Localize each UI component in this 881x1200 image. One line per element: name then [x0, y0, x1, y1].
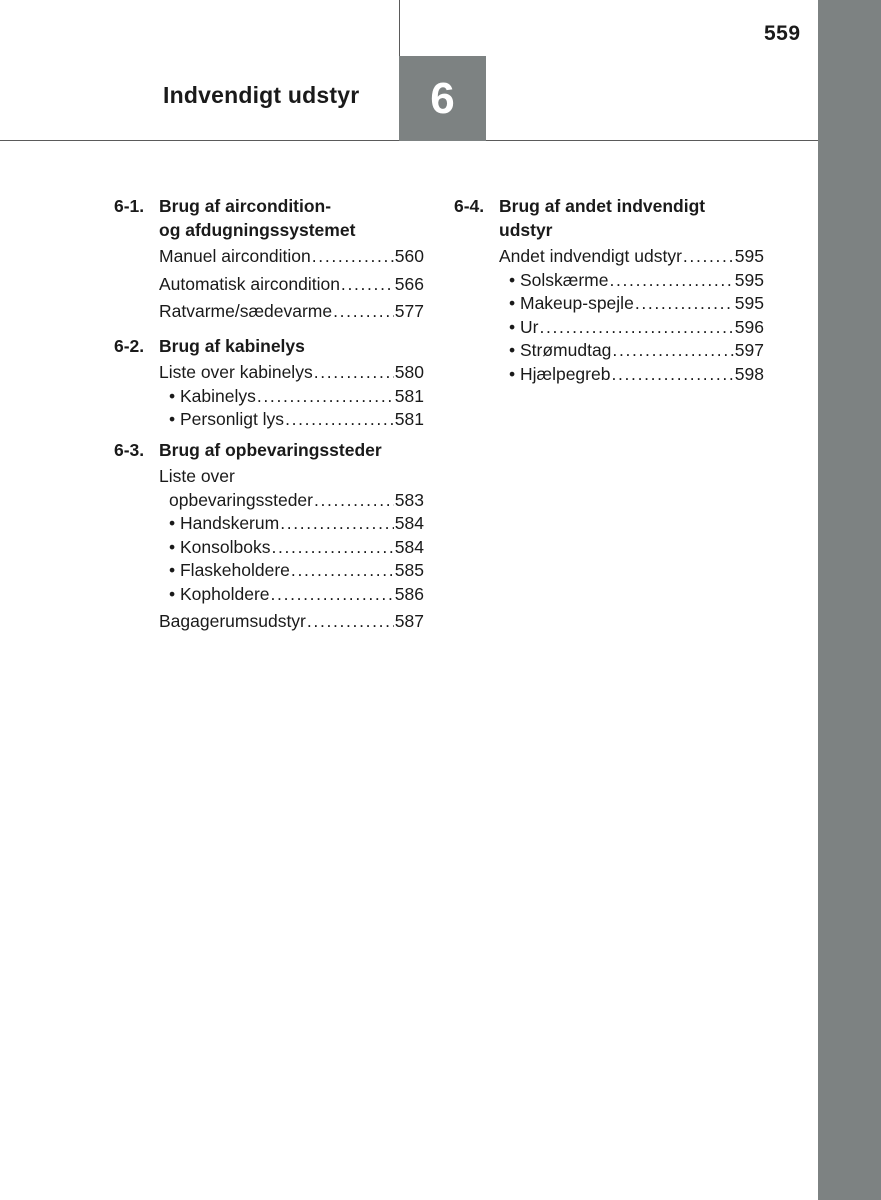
toc-column-right — [454, 195, 764, 386]
toc-entry-page: 587 — [394, 611, 424, 631]
toc-entry-label: Andet indvendigt udstyr — [499, 246, 682, 266]
toc-entry-label: • Handskerum — [169, 513, 280, 533]
toc-entry-page: 597 — [734, 340, 764, 360]
toc-entry-label: • Solskærme — [509, 269, 609, 290]
toc-entry-page: 595 — [734, 269, 764, 290]
leader-dots — [341, 273, 394, 297]
toc-entry[interactable] — [114, 300, 424, 324]
toc-entry-label: Ratvarme/sædevarme — [159, 301, 333, 321]
chapter-number: 6 — [430, 73, 455, 123]
toc-entry-label: • Ur — [509, 316, 539, 337]
chapter-number-badge — [399, 56, 486, 141]
toc-entry-page: 596 — [734, 316, 764, 337]
toc-entry-label: Bagagerumsudstyr — [159, 611, 306, 631]
toc-entry-page: 586 — [394, 583, 424, 604]
toc-entry-label-line1[interactable]: Liste over — [159, 466, 235, 486]
toc-entry-label: • Kopholdere — [169, 583, 270, 604]
toc-entry-page: 560 — [394, 246, 424, 266]
toc-subentry[interactable] — [114, 385, 424, 409]
leader-dots — [611, 363, 733, 387]
toc-entry-label: Automatisk aircondition — [159, 273, 340, 294]
toc-entry-label: • Makeup-spejle — [509, 293, 634, 313]
toc-subentry[interactable] — [454, 363, 764, 387]
leader-dots — [314, 361, 394, 385]
leader-dots — [257, 385, 394, 409]
toc-entry-page: 585 — [394, 560, 424, 580]
toc-entry-page: 583 — [394, 489, 424, 510]
section-heading[interactable] — [114, 195, 424, 242]
leader-dots — [271, 583, 394, 607]
toc-entry-label: • Strømudtag — [509, 340, 612, 360]
leader-dots — [635, 292, 734, 316]
section-title: Brug af kabinelys — [159, 335, 305, 356]
toc-entry[interactable] — [114, 245, 424, 269]
toc-subentry[interactable] — [114, 583, 424, 607]
leader-dots — [285, 408, 394, 432]
toc-entry-page: 581 — [394, 385, 424, 406]
section-number: 6-4. — [454, 196, 485, 216]
toc-entry-page: 584 — [394, 536, 424, 557]
toc-subentry[interactable] — [114, 536, 424, 560]
toc-entry[interactable] — [114, 489, 424, 513]
toc-subentry[interactable] — [454, 316, 764, 340]
header-divider-vertical — [399, 0, 400, 56]
leader-dots — [291, 559, 394, 583]
toc-entry-label: • Konsolboks — [169, 536, 271, 557]
toc-entry-label: • Personligt lys — [169, 409, 285, 429]
leader-dots — [271, 536, 393, 560]
leader-dots — [312, 245, 394, 269]
page-number: 559 — [764, 22, 801, 45]
toc-entry-label: • Kabinelys — [169, 385, 256, 406]
leader-dots — [683, 245, 734, 269]
toc-entry-label: • Flaskeholdere — [169, 560, 290, 580]
section-heading[interactable] — [454, 195, 764, 242]
section-number: 6-1. — [114, 196, 145, 216]
toc-entry[interactable] — [114, 273, 424, 297]
toc-subentry[interactable] — [454, 269, 764, 293]
chapter-title: Indvendigt udstyr — [163, 82, 360, 108]
toc-entry-page: 584 — [394, 513, 424, 533]
toc-entry-page: 595 — [734, 293, 764, 313]
leader-dots — [307, 610, 394, 634]
toc-entry-label: • Hjælpegreb — [509, 363, 611, 384]
toc-entry-label: Liste over kabinelys — [159, 362, 313, 382]
toc-subentry[interactable] — [454, 292, 764, 316]
section-heading[interactable] — [114, 439, 424, 463]
toc-entry-page: 598 — [734, 363, 764, 384]
section-title: Brug af opbevaringssteder — [159, 439, 382, 460]
toc-entry-page: 595 — [734, 246, 764, 266]
section-title: Brug af aircondition- og afdugningssystemet — [159, 196, 356, 240]
toc-entry-page: 577 — [394, 301, 424, 321]
toc-entry[interactable] — [114, 361, 424, 385]
leader-dots — [612, 339, 733, 363]
leader-dots — [314, 489, 394, 513]
toc-subentry[interactable] — [114, 408, 424, 432]
section-number: 6-3. — [114, 439, 145, 460]
toc-entry-label: opbevaringssteder — [169, 489, 313, 510]
chapter-side-tab — [818, 0, 881, 1200]
toc-entry-page: 581 — [394, 409, 424, 429]
leader-dots — [333, 300, 394, 324]
leader-dots — [609, 269, 733, 293]
toc-entry-page: 566 — [394, 273, 424, 294]
toc-entry[interactable] — [454, 245, 764, 269]
toc-entry[interactable] — [114, 610, 424, 634]
toc-entry-label: Manuel aircondition — [159, 246, 311, 266]
section-heading[interactable] — [114, 335, 424, 359]
toc-entry-page: 580 — [394, 362, 424, 382]
toc-subentry[interactable] — [114, 559, 424, 583]
toc-column-left — [114, 195, 424, 638]
toc-subentry[interactable] — [454, 339, 764, 363]
toc-subentry[interactable] — [114, 512, 424, 536]
section-number: 6-2. — [114, 335, 145, 356]
leader-dots — [280, 512, 394, 536]
leader-dots — [539, 316, 733, 340]
section-title: Brug af andet indvendigt udstyr — [499, 196, 706, 240]
